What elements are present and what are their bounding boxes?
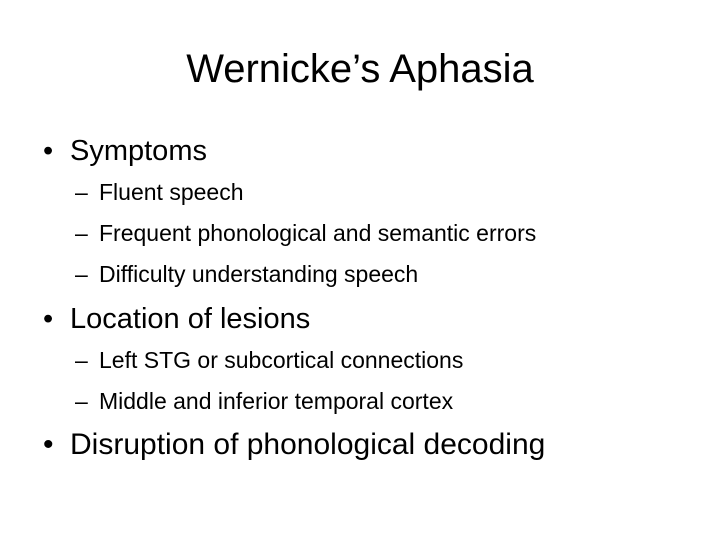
dash-icon: – [75,347,88,373]
subitem-fluent-speech [75,178,675,206]
subitem-left-stg [75,346,675,374]
subitem-temporal-cortex [75,387,675,415]
subitem-text: Difficulty understanding speech [99,261,419,287]
bullet-text: Disruption of phonological decoding [70,428,546,461]
subitem-text: Middle and inferior temporal cortex [99,388,454,414]
subitem-text: Fluent speech [99,179,244,205]
bullet-icon: • [43,303,54,335]
subitem-text: Frequent phonological and semantic errors [99,220,537,246]
bullet-symptoms [43,134,443,168]
dash-icon: – [75,220,88,246]
slide-title: Wernicke’s Aphasia [186,47,534,91]
bullet-icon: • [43,428,54,461]
bullet-icon: • [43,135,54,167]
bullet-disruption [43,427,683,463]
subitem-frequent-errors [75,219,675,247]
subitem-text: Left STG or subcortical connections [99,347,464,373]
dash-icon: – [75,261,88,287]
bullet-location-of-lesions [43,302,443,336]
bullet-text: Symptoms [70,135,207,167]
dash-icon: – [75,388,88,414]
subitem-difficulty-understanding [75,260,675,288]
dash-icon: – [75,179,88,205]
bullet-text: Location of lesions [70,303,311,335]
